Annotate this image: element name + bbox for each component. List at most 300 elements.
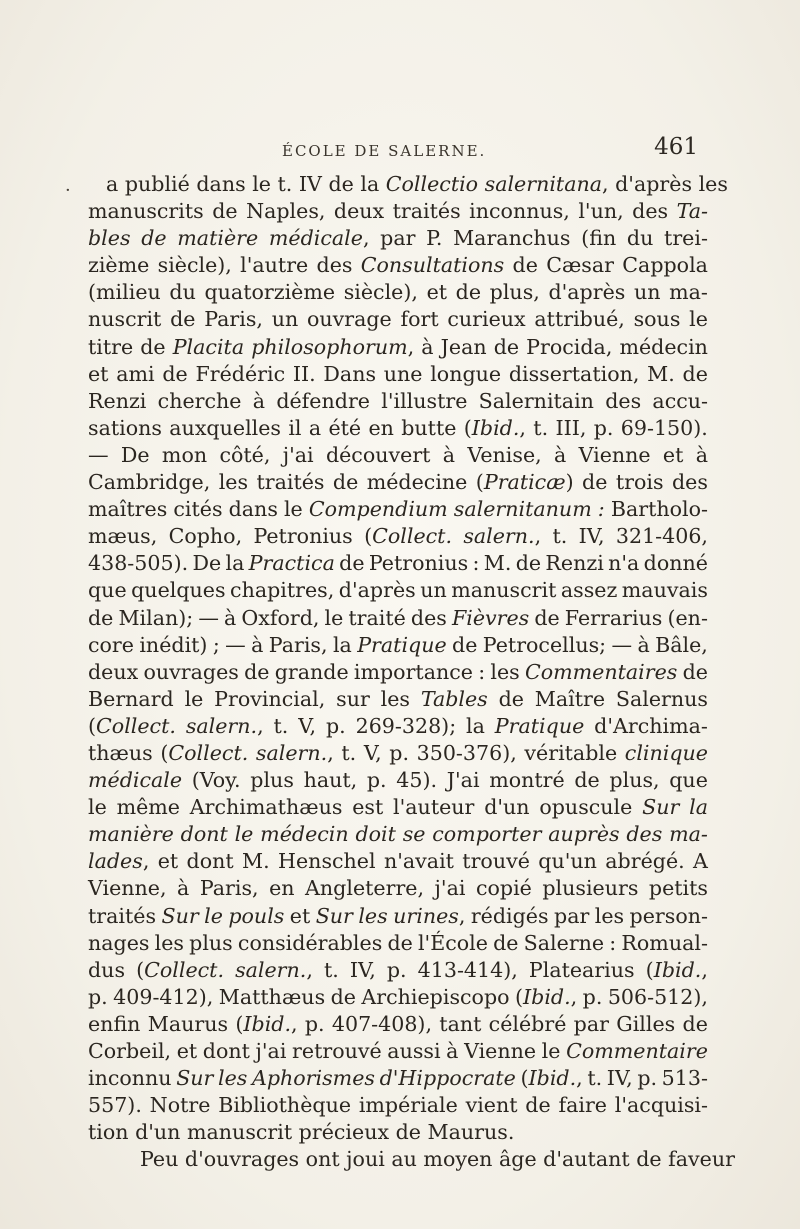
text-segment: deux [333, 199, 385, 224]
text-line [88, 1092, 708, 1119]
word [169, 415, 281, 442]
word [696, 442, 708, 469]
text-segment: j'ai [255, 1039, 287, 1063]
text-segment: à [695, 442, 708, 467]
word [305, 1011, 325, 1038]
text-segment: 269-328); [355, 713, 457, 738]
word [251, 632, 263, 659]
word [548, 821, 619, 848]
text-segment: ami [116, 361, 155, 386]
word [354, 659, 473, 686]
text-segment: les [380, 686, 410, 711]
italic-text: Sur [176, 1066, 214, 1091]
word [607, 1065, 633, 1092]
word [427, 279, 447, 306]
word [473, 550, 480, 577]
text-segment: plus, [609, 768, 660, 793]
word [387, 1038, 440, 1065]
text-segment: plus, [489, 280, 540, 305]
word [632, 198, 668, 225]
word [495, 713, 584, 740]
word [241, 605, 319, 632]
text-segment: vient [465, 1093, 518, 1118]
word [525, 1092, 550, 1119]
word [534, 605, 559, 632]
text-segment: à [421, 334, 434, 359]
word [88, 632, 134, 659]
word [546, 252, 614, 279]
text-segment: quatorzième [204, 280, 336, 305]
word [88, 388, 146, 415]
text-segment: a [308, 415, 322, 440]
text-segment: les [218, 470, 249, 495]
text-segment: quelques [131, 578, 226, 603]
word [219, 984, 325, 1011]
word [609, 930, 616, 957]
word [644, 550, 708, 577]
text-segment: trei- [664, 226, 708, 251]
text-segment: en [269, 876, 295, 901]
text-segment: dont [202, 1039, 250, 1063]
word [566, 1038, 708, 1065]
text-segment: Cæsar [546, 253, 614, 278]
word [88, 442, 109, 469]
word [446, 1038, 458, 1065]
text-segment: 321-406, [615, 524, 708, 549]
text-segment: impériale [358, 1093, 458, 1118]
text-line [88, 577, 708, 604]
word [605, 848, 684, 875]
italic-text: Ibid. [243, 1011, 292, 1036]
text-segment: d'un [484, 795, 530, 820]
word [451, 577, 556, 604]
text-line [88, 388, 708, 415]
text-segment: IV, [578, 524, 605, 549]
text-segment: II. [292, 361, 316, 386]
text-line [88, 984, 708, 1011]
text-segment: découvert [325, 442, 431, 467]
word [453, 225, 570, 252]
word [88, 279, 161, 306]
text-line [88, 848, 708, 875]
text-segment: de [515, 551, 542, 576]
text-segment: Ferrarius [564, 605, 663, 630]
text-segment: J'ai [446, 768, 480, 793]
text-segment: traité [348, 605, 406, 630]
italic-text: d'Hippocrate [379, 1066, 516, 1091]
word [533, 415, 548, 442]
italic-text: Commentaires [524, 659, 678, 684]
italic-text: des [626, 822, 663, 847]
word [494, 334, 519, 361]
text-segment: en [368, 415, 394, 440]
word [235, 1011, 297, 1038]
word [238, 930, 382, 957]
text-segment: , [306, 957, 313, 982]
word [611, 632, 632, 659]
text-line [88, 442, 708, 469]
word [489, 1011, 567, 1038]
word [683, 1011, 708, 1038]
word [290, 903, 310, 930]
text-segment: t. [341, 740, 357, 765]
text-segment: retrouvé [292, 1039, 382, 1063]
word [380, 1065, 516, 1092]
word [350, 957, 376, 984]
text-segment: haut, [303, 768, 358, 793]
word [463, 523, 541, 550]
text-segment: Copho, [168, 524, 243, 549]
text-segment: , [576, 1066, 583, 1091]
word [535, 686, 605, 713]
text-line [88, 632, 708, 659]
italic-text: Pratique [494, 713, 585, 738]
word [235, 821, 254, 848]
text-segment: de [582, 470, 608, 495]
text-segment: plus [189, 930, 233, 955]
text-segment: du [626, 226, 654, 251]
italic-text: se [402, 822, 426, 847]
word [476, 875, 532, 902]
text-segment: , [362, 226, 370, 251]
text-segment: manuscrits [88, 199, 204, 224]
text-segment: t. [533, 415, 549, 440]
text-segment: Petronius [253, 524, 353, 549]
word [554, 442, 566, 469]
word [88, 740, 153, 767]
word [88, 1011, 140, 1038]
text-line [88, 1011, 708, 1038]
word [139, 632, 207, 659]
word [116, 361, 154, 388]
word [185, 686, 204, 713]
italic-text: Sur [642, 795, 680, 820]
text-segment: enfin [88, 1011, 141, 1036]
text-segment: sur [336, 686, 370, 711]
text-segment: est [352, 795, 384, 820]
word [634, 306, 681, 333]
italic-text: le [204, 903, 223, 928]
text-segment: Peu d'ouvrages ont joui au moyen âge d'autant de faveur [140, 1147, 735, 1172]
text-segment: dissertation, [508, 361, 640, 386]
word [611, 496, 708, 523]
text-segment: Bâle, [655, 632, 708, 657]
text-segment: Vienne [464, 1039, 537, 1063]
word [228, 903, 284, 930]
word [326, 713, 346, 740]
word [88, 198, 204, 225]
text-segment: ) [565, 470, 574, 495]
word [218, 1092, 351, 1119]
text-segment: ( [463, 415, 472, 440]
text-segment: considérables [237, 930, 383, 955]
word [242, 848, 270, 875]
text-segment: le [324, 605, 344, 630]
word [276, 388, 370, 415]
word [683, 361, 708, 388]
word [143, 659, 238, 686]
word [316, 903, 353, 930]
text-segment: accu- [652, 388, 708, 413]
text-segment: j'ai [282, 442, 314, 467]
text-segment: Notre [149, 1093, 211, 1118]
text-segment: attribué, [534, 307, 625, 332]
text-segment: le [689, 307, 708, 332]
word [464, 415, 526, 442]
word [336, 686, 370, 713]
text-segment: le [88, 795, 107, 820]
word [552, 523, 567, 550]
word [626, 821, 662, 848]
text-segment: les [154, 930, 184, 955]
word [561, 577, 617, 604]
text-segment: Petrocellus; [482, 632, 607, 657]
running-header [88, 134, 708, 164]
word [298, 713, 316, 740]
word [309, 496, 448, 523]
word [88, 1092, 142, 1119]
italic-text: Ta- [676, 199, 708, 224]
text-segment: à [251, 632, 264, 657]
text-segment: Angleterre, [305, 876, 425, 901]
word [204, 903, 223, 930]
word [542, 1038, 561, 1065]
word [158, 252, 232, 279]
word [524, 930, 604, 957]
italic-text: Sur [161, 903, 199, 928]
word [493, 930, 518, 957]
word [148, 1011, 228, 1038]
italic-text: Ibid. [471, 415, 520, 440]
text-segment: (fin [581, 226, 617, 251]
italic-text: salern. [235, 957, 307, 982]
word [554, 903, 589, 930]
word [219, 469, 248, 496]
word [469, 198, 570, 225]
word [622, 577, 708, 604]
italic-text: ma- [669, 822, 708, 847]
text-line [88, 930, 708, 957]
word [170, 306, 195, 333]
text-segment: inconnus, [469, 199, 570, 224]
text-segment: t. [323, 957, 339, 982]
text-segment: Cappola [622, 253, 708, 278]
text-segment: t. [587, 1066, 603, 1091]
text-segment: tant [439, 1011, 482, 1036]
word [162, 361, 187, 388]
text-segment: médecine [366, 470, 468, 495]
text-segment: faire [558, 1093, 607, 1118]
word [483, 632, 606, 659]
text-line [88, 1119, 708, 1146]
word [369, 550, 468, 577]
text-segment: t. [552, 524, 568, 549]
word [490, 659, 519, 686]
word [462, 848, 530, 875]
word [454, 496, 592, 523]
word [176, 1065, 213, 1092]
word [417, 740, 517, 767]
text-segment: Procida, [526, 334, 613, 359]
word [403, 821, 426, 848]
text-segment: opuscule [539, 795, 633, 820]
word [88, 605, 113, 632]
text-line [88, 767, 708, 794]
word [293, 361, 316, 388]
word [269, 225, 370, 252]
text-segment: De [120, 442, 150, 467]
word [189, 930, 233, 957]
text-line [88, 1146, 735, 1173]
text-segment: l'École [417, 930, 488, 955]
text-segment: p. [304, 1011, 325, 1036]
text-segment: de [455, 280, 482, 305]
word [158, 388, 242, 415]
text-line [88, 171, 728, 198]
word [476, 469, 574, 496]
text-segment: trouvé [462, 849, 530, 874]
text-line [88, 794, 708, 821]
text-segment: assez [560, 578, 618, 603]
text-segment: Petronius [368, 551, 469, 576]
word [173, 496, 222, 523]
text-segment: ( [514, 984, 524, 1009]
text-segment: traités [88, 903, 157, 928]
word [203, 1038, 250, 1065]
word [478, 659, 485, 686]
word [490, 279, 540, 306]
text-line [88, 198, 708, 225]
word [616, 1011, 675, 1038]
word [88, 794, 107, 821]
word [579, 442, 651, 469]
word [88, 550, 188, 577]
text-segment: t. [273, 713, 289, 738]
word [275, 659, 349, 686]
word [256, 1038, 287, 1065]
text-segment: person- [629, 903, 708, 928]
text-segment: traités [392, 199, 461, 224]
text-segment: Henschel [278, 849, 376, 874]
text-line [88, 713, 708, 740]
italic-text: doit [355, 822, 396, 847]
text-segment: n'avait [383, 849, 454, 874]
italic-text: philosophorum [251, 334, 408, 359]
word [162, 442, 207, 469]
word [594, 415, 614, 442]
text-segment: Milan); [118, 605, 194, 630]
text-segment: Gilles [616, 1011, 676, 1036]
word [539, 794, 632, 821]
text-segment: Matthæus [218, 984, 326, 1009]
text-segment: Vienne, [88, 876, 167, 901]
text-segment: Vienne [578, 442, 651, 467]
text-segment: P. [426, 226, 443, 251]
text-segment: petits [648, 876, 708, 901]
text-segment: à [177, 876, 190, 901]
text-segment: traités [256, 470, 325, 495]
text-segment: chapitres, [230, 578, 335, 603]
text-segment: p. [88, 984, 108, 1009]
italic-text: Tables [420, 686, 488, 711]
word [192, 767, 241, 794]
text-segment: tion d'un manuscrit précieux de Maurus. [88, 1120, 515, 1145]
text-segment: a publié dans le t. IV de la [106, 172, 386, 196]
word [155, 930, 184, 957]
word [555, 415, 586, 442]
text-segment: : [478, 659, 486, 684]
word [356, 713, 457, 740]
text-segment: M. [242, 849, 270, 874]
text-segment: et [426, 280, 448, 305]
text-segment: p. [582, 984, 603, 1009]
text-segment: : [472, 551, 480, 576]
text-segment: sous [633, 307, 681, 332]
text-segment: 438-505). [88, 551, 189, 576]
word [439, 1011, 481, 1038]
text-segment: fort [400, 307, 439, 332]
word [545, 550, 603, 577]
text-segment: de [525, 1093, 551, 1118]
word [88, 930, 149, 957]
italic-text: auprès [548, 822, 620, 847]
word [524, 740, 617, 767]
text-segment: l'illustre [381, 388, 468, 413]
word [396, 767, 437, 794]
word [435, 875, 466, 902]
word [88, 496, 167, 523]
text-segment: Paris, [268, 632, 328, 657]
word [292, 1038, 382, 1065]
word [443, 442, 455, 469]
word [250, 767, 294, 794]
word [393, 903, 465, 930]
word [160, 740, 248, 767]
text-segment: : [609, 930, 617, 955]
text-segment: longue [430, 361, 502, 386]
word [380, 225, 415, 252]
word [598, 496, 605, 523]
italic-text: Praticæ [483, 470, 566, 495]
text-segment: ( [136, 957, 145, 982]
text-segment: d'après [338, 578, 416, 603]
word [368, 415, 393, 442]
text-segment: auxquelles [169, 415, 281, 440]
text-segment: n'a [608, 551, 640, 576]
word [669, 767, 708, 794]
text-segment: de [212, 199, 238, 224]
text-segment: Bernard [88, 686, 174, 711]
text-segment: la [332, 632, 352, 657]
margin-mark: · [65, 180, 71, 201]
word [582, 469, 607, 496]
italic-text: de [141, 226, 167, 251]
text-segment: 69-150). [620, 415, 708, 440]
word [173, 334, 244, 361]
text-segment: de [387, 930, 413, 955]
word [381, 686, 410, 713]
word [198, 605, 219, 632]
word [605, 388, 641, 415]
text-segment: par [380, 226, 416, 251]
word [200, 875, 259, 902]
word [578, 198, 623, 225]
word [361, 984, 509, 1011]
text-segment: IV, [349, 957, 376, 982]
word [260, 821, 348, 848]
text-segment: mon [161, 442, 208, 467]
text-line [88, 821, 708, 848]
